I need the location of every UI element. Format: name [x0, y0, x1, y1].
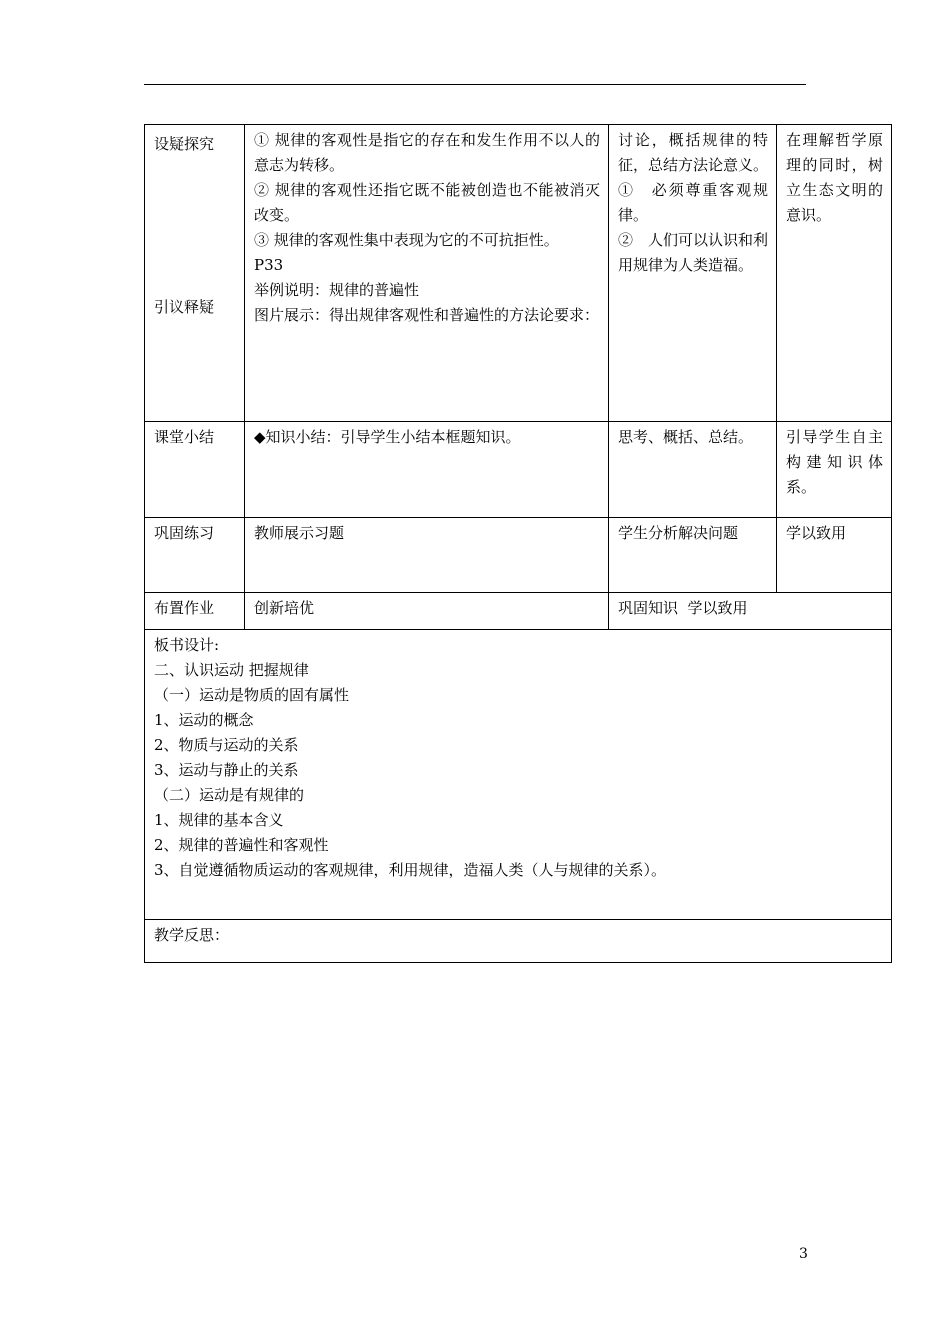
header-rule	[144, 84, 806, 85]
content-line: P33	[254, 256, 284, 274]
row-summary	[145, 422, 892, 518]
cell-practice-student: 学生分析解决问题	[609, 518, 777, 593]
student-line: ② 人们可以认识和利用规律为人类造福。	[618, 231, 769, 274]
board-heading: 板书设计:	[154, 636, 220, 654]
label-homework: 布置作业	[145, 593, 245, 630]
cell-inquiry-content	[245, 125, 609, 422]
cell-practice-purpose: 学以致用	[777, 518, 892, 593]
board-line: 3、运动与静止的关系	[154, 761, 299, 779]
board-line: 3、自觉遵循物质运动的客观规律，利用规律，造福人类（人与规律的关系）。	[154, 861, 667, 879]
student-line: ① 必须尊重客观规律。	[618, 181, 768, 224]
content-line: ② 规律的客观性还指它既不能被创造也不能被消灭改变。	[254, 181, 600, 224]
content-line: ① 规律的客观性是指它的存在和发生作用不以人的意志为转移。	[254, 131, 600, 174]
content-line: 举例说明：规律的普遍性	[254, 281, 420, 299]
board-line: 2、规律的普遍性和客观性	[154, 836, 329, 854]
board-line: （二）运动是有规律的	[154, 786, 305, 804]
row-inquiry	[145, 125, 892, 422]
label-reflection: 教学反思：	[145, 920, 892, 963]
page-number: 3	[799, 1246, 808, 1262]
cell-board-design	[145, 630, 892, 920]
board-line: （一）运动是物质的固有属性	[154, 686, 350, 704]
board-line: 2、物质与运动的关系	[154, 736, 299, 754]
cell-summary-content: ◆知识小结：引导学生小结本框题知识。	[245, 422, 609, 518]
row-board	[145, 630, 892, 920]
cell-summary-purpose: 引导学生自主构建知识体系。	[777, 422, 892, 518]
row-homework	[145, 593, 892, 630]
board-line: 1、运动的概念	[154, 711, 254, 729]
row-practice	[145, 518, 892, 593]
board-line: 1、规律的基本含义	[154, 811, 284, 829]
cell-summary-student: 思考、概括、总结。	[609, 422, 777, 518]
cell-inquiry-label	[145, 125, 245, 422]
content-line: 图片展示：得出规律客观性和普遍性的方法论要求：	[254, 306, 600, 324]
cell-homework-student: 巩固知识 学以致用	[609, 593, 892, 630]
label-summary: 课堂小结	[145, 422, 245, 518]
lesson-plan-table	[144, 124, 892, 963]
label-practice: 巩固练习	[145, 518, 245, 593]
cell-inquiry-purpose: 在理解哲学原理的同时，树立生态文明的意识。	[777, 125, 892, 422]
row-reflection	[145, 920, 892, 963]
label-inquiry: 设疑探究	[154, 135, 215, 153]
cell-inquiry-student	[609, 125, 777, 422]
cell-homework-content: 创新培优	[245, 593, 609, 630]
board-line: 二、认识运动 把握规律	[154, 661, 309, 679]
label-discussion: 引议释疑	[154, 298, 215, 316]
student-line: 讨论，概括规律的特征，总结方法论意义。	[618, 131, 769, 174]
cell-practice-content: 教师展示习题	[245, 518, 609, 593]
content-line: ③ 规律的客观性集中表现为它的不可抗拒性。	[254, 231, 559, 249]
